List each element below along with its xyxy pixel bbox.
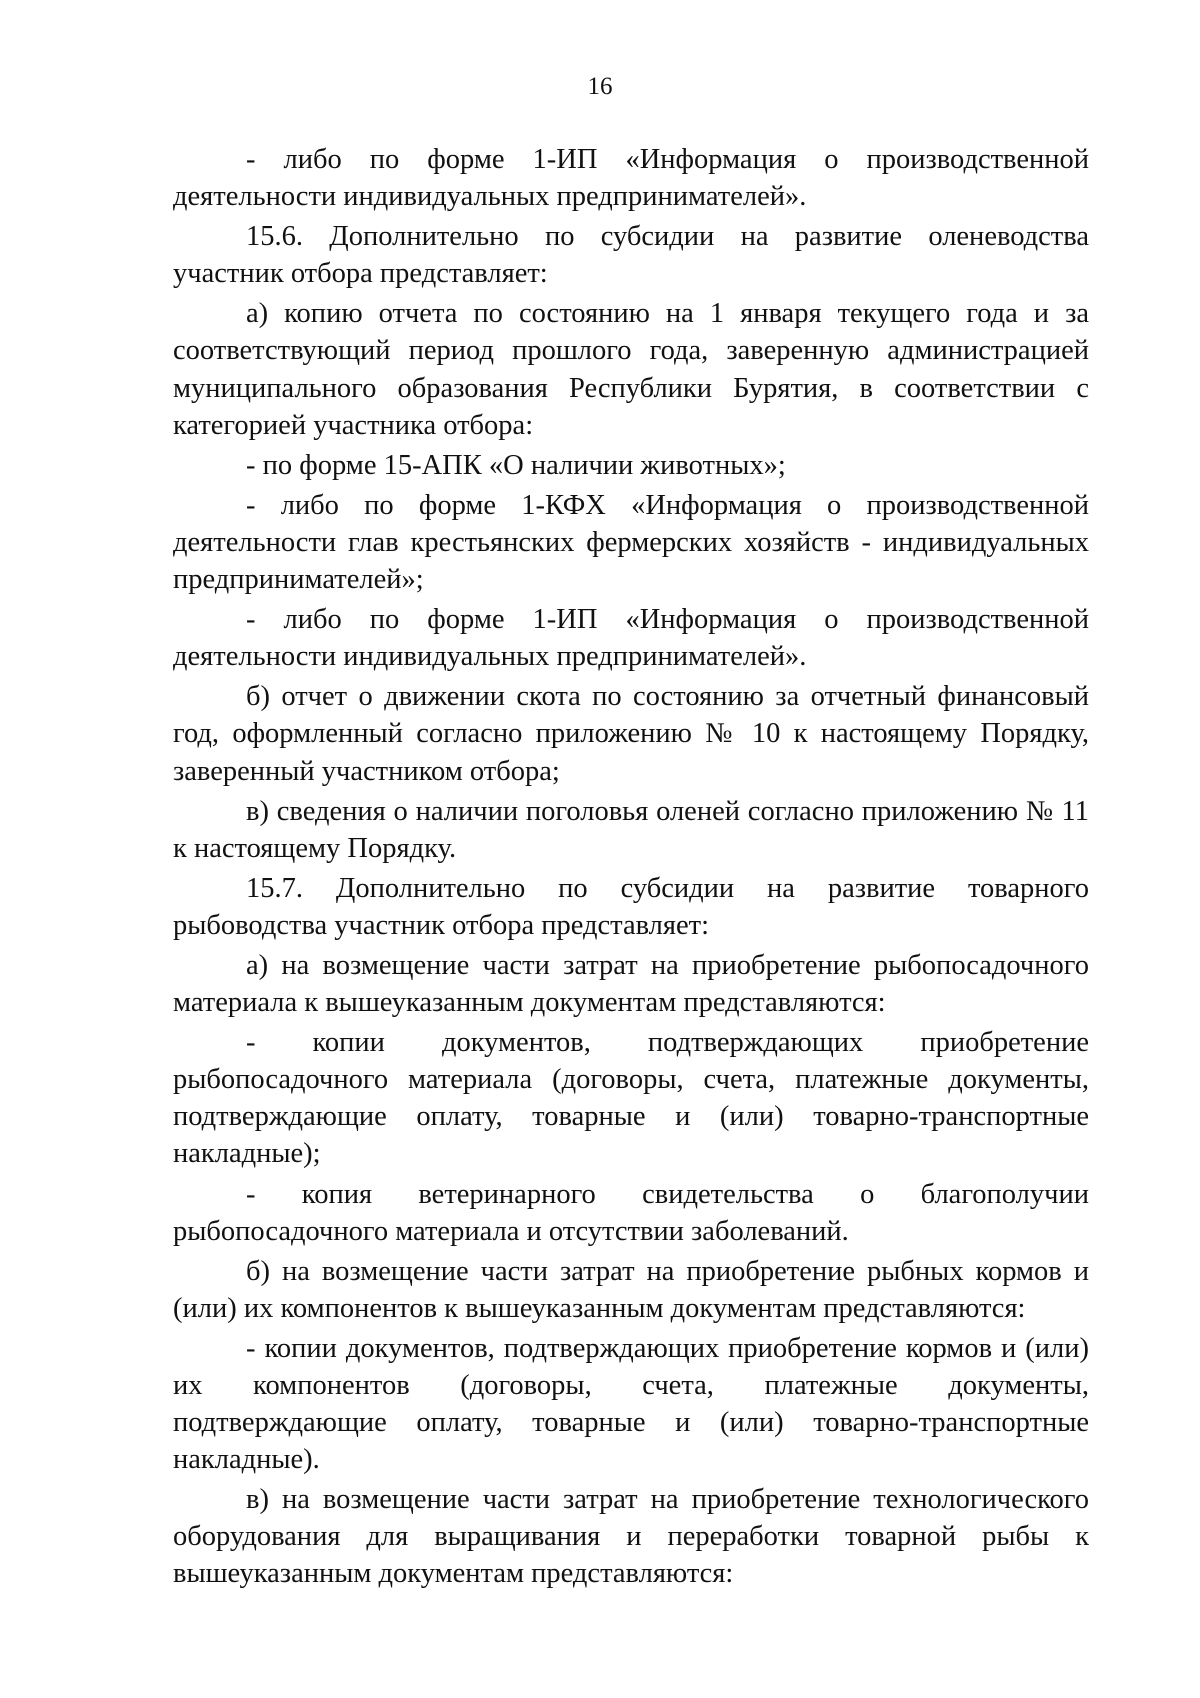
paragraph-15-6-a: а) копию отчета по состоянию на 1 января текущего года и за соответствующий период прошлого года, заверенную администрацией муниципального образования Республики Бурятия, в соответствии с категорией участника отбора: (173, 298, 1089, 441)
paragraph-15-7-a-copies: - копии документов, подтверждающих приобретение рыбопосадочного материала (договоры, счета, платежные документы, подтверждающие оплату, товарные и (или) товарно-транспортные накладные); (173, 1027, 1089, 1170)
paragraph-15-6-v: в) сведения о наличии поголовья оленей согласно приложению № 11 к настоящему Порядку. (173, 795, 1089, 864)
paragraph-15-6-b: б) отчет о движении скота по состоянию за отчетный финансовый год, оформленный согласно приложению № 10 к настоящему Порядку, заверенный участником отбора; (173, 681, 1089, 787)
paragraph-form-1kfh: - либо по форме 1-КФХ «Информация о производственной деятельности глав крестьянских фермерских хозяйств - индивидуальных предпринимателей»; (173, 489, 1089, 596)
paragraph-form-1ip-first: - либо по форме 1-ИП «Информация о производственной деятельности индивидуальных предпринимателей». (173, 144, 1089, 213)
page-number: 16 (587, 73, 613, 100)
paragraph-15-7-a-vet-certificate: - копия ветеринарного свидетельства о благополучии рыбопосадочного материала и отсутствии заболеваний. (173, 1178, 1089, 1247)
paragraph-15-7-v: в) на возмещение части затрат на приобретение технологического оборудования для выращивания и переработки товарной рыбы к вышеуказанным документам представляются: (173, 1484, 1089, 1590)
paragraph-form-15-apk: - по форме 15-АПК «О наличии животных»; (246, 449, 786, 481)
paragraph-form-1ip-second: - либо по форме 1-ИП «Информация о производственной деятельности индивидуальных предпринимателей». (173, 604, 1089, 673)
paragraph-15-7-a: а) на возмещение части затрат на приобретение рыбопосадочного материала к вышеуказанным документам представляются: (173, 949, 1089, 1019)
paragraph-15-7-heading: 15.7. Дополнительно по субсидии на развитие товарного рыбоводства участник отбора представляет: (173, 872, 1089, 941)
document-body (173, 141, 1089, 1596)
paragraph-15-7-b: б) на возмещение части затрат на приобретение рыбных кормов и (или) их компонентов к вышеуказанным документам представляются: (173, 1255, 1089, 1324)
paragraph-15-6-heading: 15.6. Дополнительно по субсидии на развитие оленеводства участник отбора представляет: (173, 221, 1089, 290)
paragraph-15-7-b-copies: - копии документов, подтверждающих приобретение кормов и (или) их компонентов (договоры, счета, платежные документы, подтверждающие оплату, товарные и (или) товарно-транспортные накладные). (173, 1332, 1089, 1476)
